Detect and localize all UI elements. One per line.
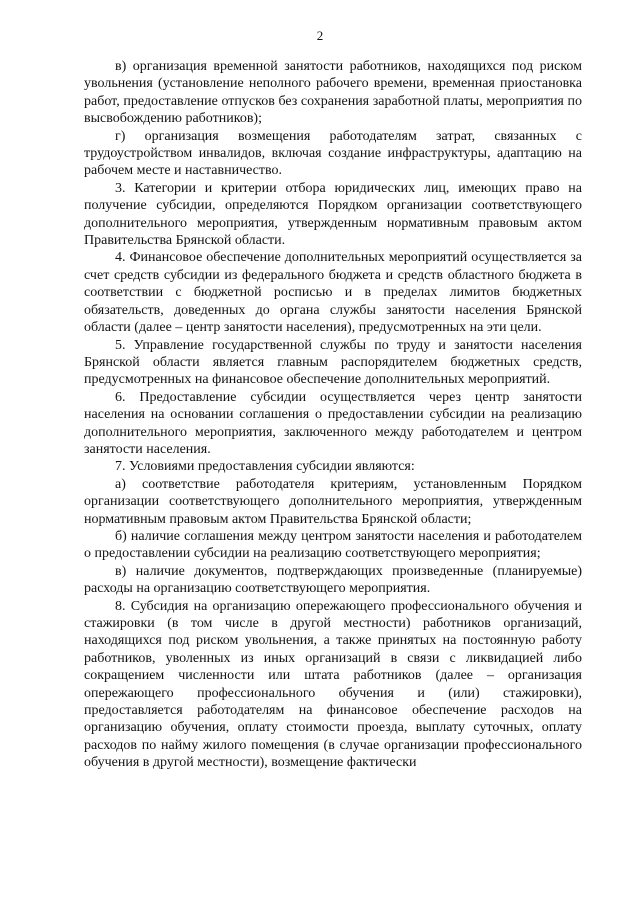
paragraph-6: 6. Предоставление субсидии осуществляется через центр занятости населения на основании соглашения о предоставлении субсидии на реализацию дополнительного мероприятия, заключенного между работодателем и центром занятости населения.	[84, 389, 582, 457]
page-number: 2	[316, 28, 324, 43]
paragraph-7: 7. Условиями предоставления субсидии являются:	[115, 459, 415, 475]
paragraph-4: 4. Финансовое обеспечение дополнительных мероприятий осуществляется за счет средств субсидии из федерального бюджета и средств областного бюджета в соответствии с бюджетной росписью и в пределах лимитов бюджетных обязательств, доведенных до органа службы занятости населения Брянской области (далее – центр занятости населения), предусмотренных на эти цели.	[84, 250, 582, 336]
paragraph-3: 3. Категории и критерии отбора юридических лиц, имеющих право на получение субсидии, определяются Порядком организации соответствующего дополнительного мероприятия, утвержденным нормативным правовым актом Правительства Брянской области.	[84, 180, 582, 249]
paragraph-3v: в) организация временной занятости работников, находящихся под риском увольнения (установление неполного рабочего времени, временная приостановка работ, предоставление отпусков без сохранения заработной платы, мероприятия по высвобождению работников);	[84, 59, 582, 127]
paragraph-7a: а) соответствие работодателя критериям, установленным Порядком организации соответствующего дополнительного мероприятия, утвержденным нормативным правовым актом Правительства Брянской области;	[84, 476, 582, 527]
paragraph-7v: в) наличие документов, подтверждающих произведенные (планируемые) расходы на организацию соответствующего мероприятия.	[84, 563, 582, 597]
paragraph-8: 8. Субсидия на организацию опережающего профессионального обучения и стажировки (в том числе в другой местности) работников организаций, находящихся под риском увольнения, а также принятых на постоянную работу работников, уволенных из иных организаций в связи с ликвидацией либо сокращением численности или штата работников (далее – организация опережающего профессионального обучения и (или) стажировки), предоставляется работодателям на финансовое обеспечение расходов на организацию обучения, оплату стоимости проезда, выплату суточных, оплату расходов по найму жилого помещения (в случае организации профессионального обучения в другой местности), возмещение фактически	[84, 598, 582, 771]
paragraph-3g: г) организация возмещения работодателям затрат, связанных с трудоустройством инвалидов, включая создание инфраструктуры, адаптацию на рабочем месте и наставничество.	[84, 128, 582, 179]
paragraph-5: 5. Управление государственной службы по труду и занятости населения Брянской области является главным распорядителем бюджетных средств, предусмотренных на финансовое обеспечение дополнительных мероприятий.	[84, 337, 582, 388]
paragraph-7b: б) наличие соглашения между центром занятости населения и работодателем о предоставлении субсидии на реализацию соответствующего мероприятия;	[84, 528, 582, 562]
document-body	[84, 58, 582, 772]
